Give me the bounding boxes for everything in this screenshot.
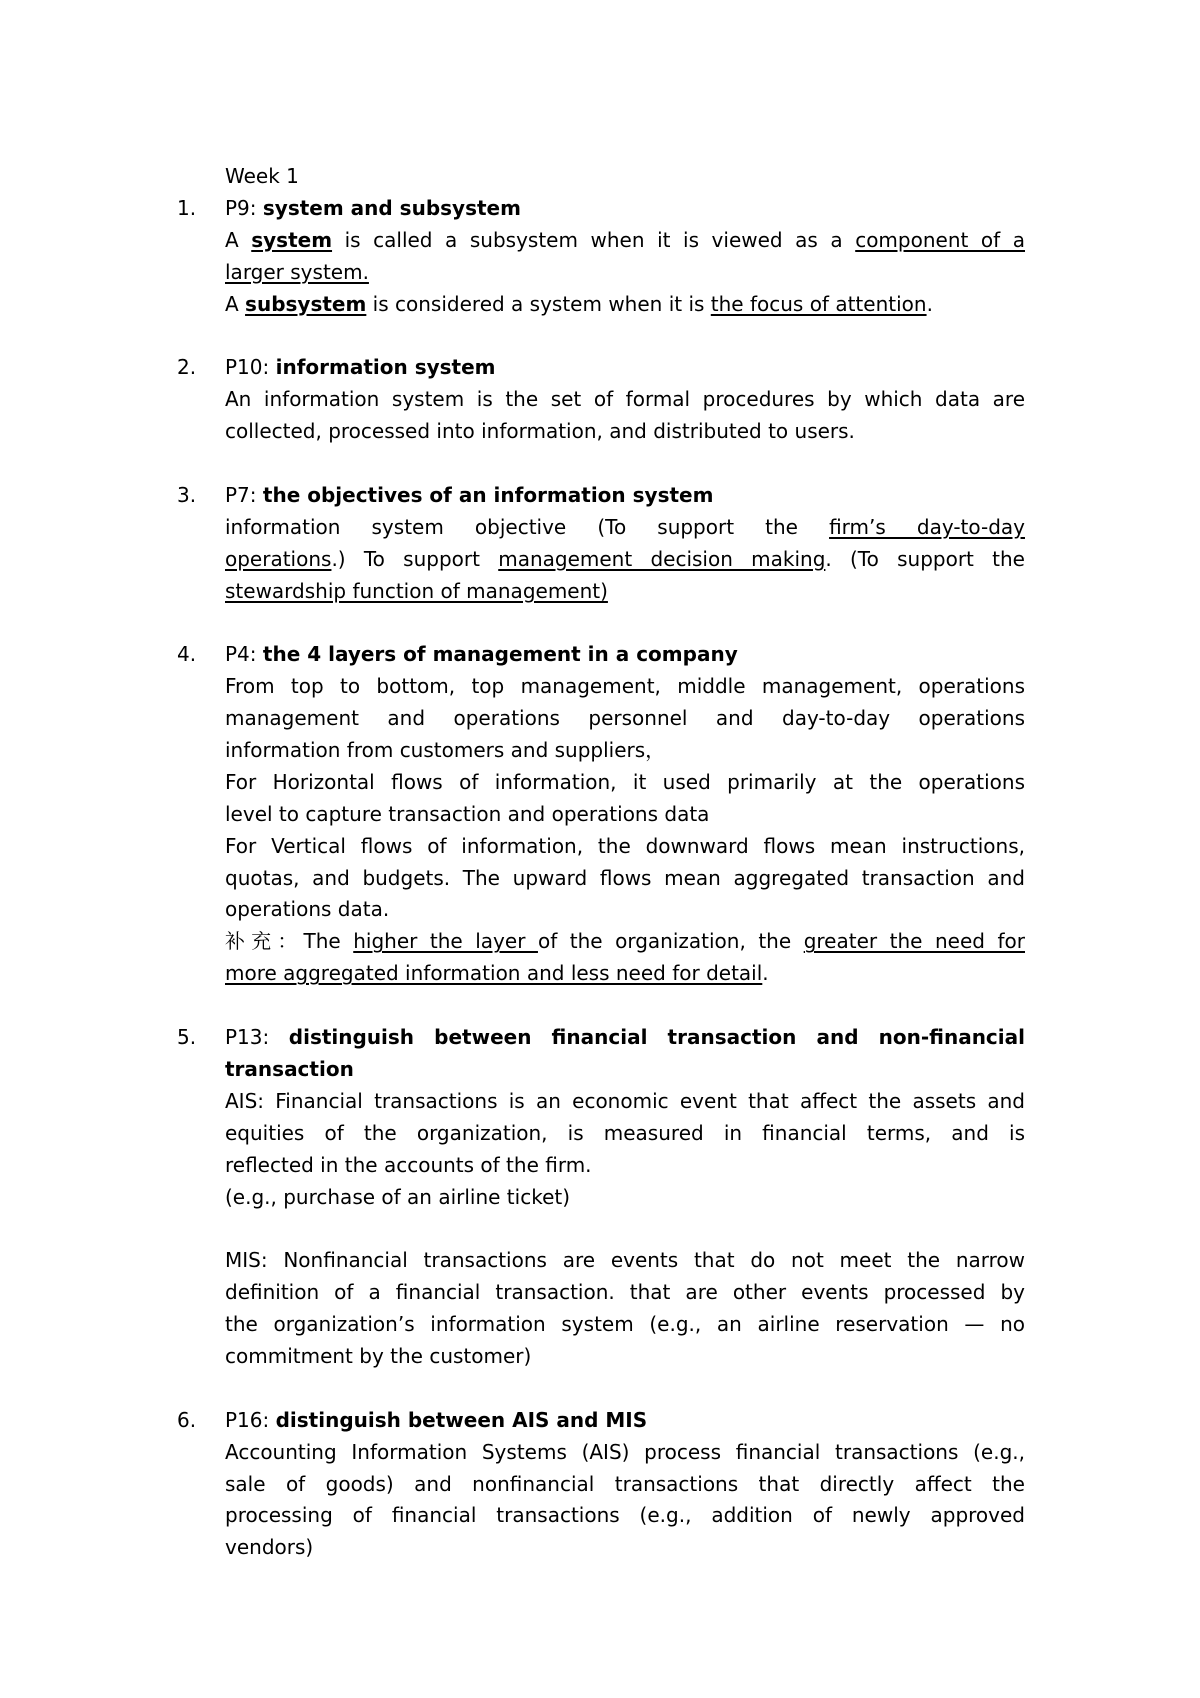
paragraph-line: level to capture transaction and operations data — [225, 801, 710, 826]
paragraph-line: processing of financial transactions (e.g., addition of newly approved — [225, 1503, 1025, 1528]
item-heading: the objectives of an information system — [262, 482, 714, 507]
paragraph-line: quotas, and budgets. The upward flows mean aggregated transaction and — [225, 865, 1025, 890]
item-heading: the 4 layers of management in a company — [262, 642, 738, 667]
item-number: 3. — [177, 482, 197, 507]
item-heading: system and subsystem — [262, 195, 521, 220]
list-item — [177, 1022, 1025, 1373]
paragraph-line: AIS: Financial transactions is an economic event that affect the assets and — [225, 1088, 1025, 1113]
paragraph-line: For Horizontal flows of information, it used primarily at the operations — [225, 769, 1025, 794]
paragraph-line: (e.g., purchase of an airline ticket) — [225, 1184, 571, 1209]
paragraph-line: definition of a financial transaction. that are other events processed by — [225, 1280, 1025, 1305]
list-item — [177, 480, 1025, 608]
paragraph-line: sale of goods) and nonfinancial transactions that directly affect the — [225, 1471, 1025, 1496]
item-number: 5. — [177, 1025, 197, 1050]
paragraph-line: information from customers and suppliers， — [225, 738, 666, 763]
paragraph-line: equities of the organization, is measured in financial terms, and is — [225, 1120, 1025, 1145]
paragraph-line: A subsystem is considered a system when it is the focus of attention. — [225, 291, 933, 316]
list-item — [177, 193, 1025, 321]
document-body — [177, 161, 1025, 1564]
page-ref: P13: — [225, 1025, 289, 1050]
paragraph-line: collected, processed into information, and distributed to users. — [225, 419, 855, 444]
item-number: 1. — [177, 195, 197, 220]
paragraph-line: stewardship function of management) — [225, 578, 608, 603]
page-ref: P4: — [225, 642, 263, 667]
paragraph-line: operations.) To support management decision making. (To support the — [225, 546, 1025, 571]
list-item — [177, 352, 1025, 448]
paragraph-line: A system is called a subsystem when it is viewed as a component of a — [225, 227, 1025, 252]
page-ref: P7: — [225, 482, 263, 507]
item-number: 6. — [177, 1407, 197, 1432]
list-item — [177, 639, 1025, 990]
page-ref: P9: — [225, 195, 263, 220]
item-heading: distinguish between AIS and MIS — [275, 1407, 648, 1432]
item-number: 2. — [177, 355, 197, 380]
paragraph-line: MIS: Nonfinancial transactions are events that do not meet the narrow — [225, 1248, 1025, 1273]
item-number: 4. — [177, 642, 197, 667]
paragraph-line: commitment by the customer) — [225, 1343, 532, 1368]
paragraph-line: 补充：The higher the layer of the organization, the greater the need for — [225, 929, 1025, 954]
paragraph-line: information system objective (To support the firm’s day-to-day — [225, 514, 1025, 539]
paragraph-line: larger system. — [225, 259, 369, 284]
item-heading: distinguish between financial transaction and non-financial — [288, 1025, 1025, 1050]
paragraph-line: For Vertical flows of information, the downward flows mean instructions, — [225, 833, 1025, 858]
week-title: Week 1 — [225, 164, 299, 188]
paragraph-line: operations data. — [225, 897, 390, 922]
paragraph-line: Accounting Information Systems (AIS) process financial transactions (e.g., — [225, 1439, 1025, 1464]
paragraph-line: From top to bottom, top management, middle management, operations — [225, 674, 1025, 699]
page-ref: P16: — [225, 1407, 276, 1432]
paragraph-line: vendors) — [225, 1535, 314, 1560]
item-heading-cont: transaction — [225, 1056, 354, 1081]
list-item — [177, 1405, 1025, 1564]
paragraph-line: more aggregated information and less need for detail. — [225, 961, 769, 986]
paragraph-line: management and operations personnel and day-to-day operations — [225, 706, 1025, 731]
item-heading: information system — [275, 355, 496, 380]
page-ref: P10: — [225, 355, 276, 380]
paragraph-line: the organization’s information system (e.g., an airline reservation — no — [225, 1312, 1025, 1337]
paragraph-line: An information system is the set of formal procedures by which data are — [225, 387, 1025, 412]
paragraph-line: reflected in the accounts of the firm. — [225, 1152, 592, 1177]
